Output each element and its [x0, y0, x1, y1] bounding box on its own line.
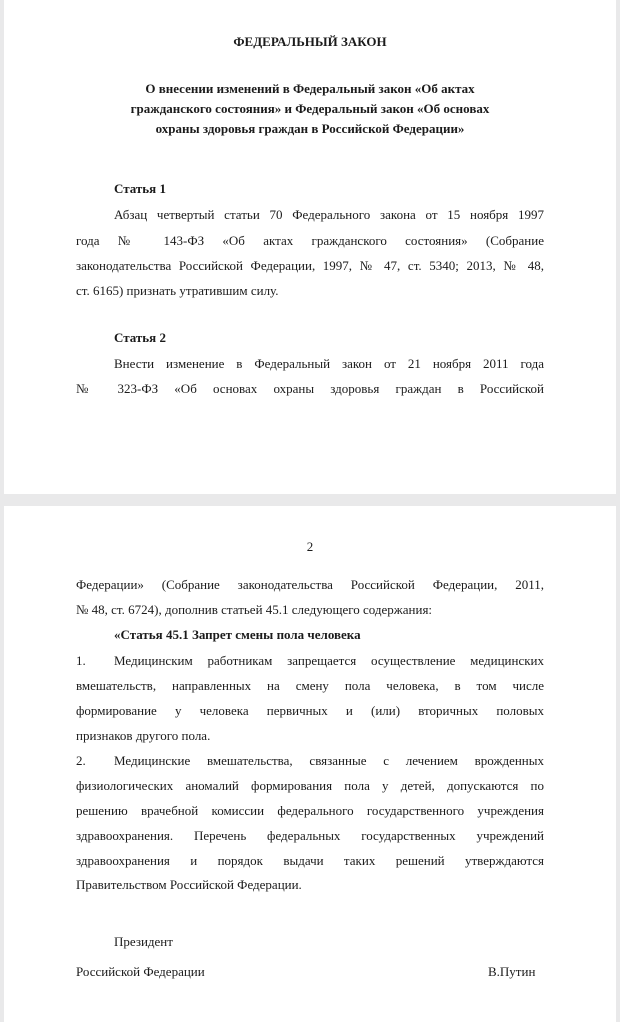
item-1-text-line: Медицинским работникам запрещается осуществление медицинских — [114, 653, 544, 668]
article-2-heading: Статья 2 — [114, 330, 166, 345]
law-title-line: О внесении изменений в Федеральный закон «Об актах — [145, 81, 475, 96]
item-1-first-line — [76, 653, 544, 669]
signature-title-line-1: Президент — [114, 934, 173, 949]
law-title-line: охраны здоровья граждан в Российской Федерации» — [155, 121, 465, 136]
item-2-number: 2. — [76, 753, 86, 768]
item-2-text-line: Правительством Российской Федерации. — [76, 877, 302, 892]
article-2-text-line: № 323-ФЗ «Об основах охраны здоровья граждан в Российской — [76, 381, 544, 396]
continuation-line: Федерации» (Собрание законодательства Российской Федерации, 2011, — [76, 577, 544, 592]
item-2-first-line — [76, 753, 544, 769]
article-1-text-line: ст. 6165) признать утратившим силу. — [76, 283, 279, 298]
item-1-text-line: вмешательств, направленных на смену пола человека, в том числе — [76, 678, 544, 693]
item-2-text-line: Медицинские вмешательства, связанные с лечением врожденных — [114, 753, 544, 768]
law-title-line: гражданского состояния» и Федеральный закон «Об основах — [130, 101, 490, 116]
article-1-text-line: Абзац четвертый статьи 70 Федерального закона от 15 ноября 1997 — [114, 207, 544, 222]
continuation-line: № 48, ст. 6724), дополнив статьей 45.1 следующего содержания: — [76, 602, 433, 617]
signature-title-line-2: Российской Федерации — [76, 964, 205, 979]
page-number: 2 — [306, 539, 314, 554]
law-type-heading: ФЕДЕРАЛЬНЫЙ ЗАКОН — [233, 34, 387, 49]
article-1-text-line: года № 143-ФЗ «Об актах гражданского состояния» (Собрание — [76, 233, 544, 248]
item-1-text-line: формирование у человека первичных и (или) вторичных половых — [76, 703, 544, 718]
article-1-heading: Статья 1 — [114, 181, 166, 196]
item-2-text-line: здравоохранения. Перечень федеральных государственных учреждений — [76, 828, 544, 843]
item-1-text-line: признаков другого пола. — [76, 728, 211, 743]
item-1-number: 1. — [76, 653, 86, 668]
article-2-text-line: Внести изменение в Федеральный закон от 21 ноября 2011 года — [114, 356, 544, 371]
new-article-heading: «Статья 45.1 Запрет смены пола человека — [114, 627, 361, 642]
item-2-text-line: здравоохранения и порядок выдачи таких решений утверждаются — [76, 853, 544, 868]
item-2-text-line: решению врачебной комиссии федерального государственного учреждения — [76, 803, 544, 818]
document-page-2 — [4, 506, 616, 1022]
item-2-text-line: физиологических аномалий формирования пола у детей, допускаются по — [76, 778, 544, 793]
document-page-1 — [4, 0, 616, 494]
article-1-text-line: законодательства Российской Федерации, 1997, № 47, ст. 5340; 2013, № 48, — [76, 258, 544, 273]
signatory-name: В.Путин — [488, 964, 536, 979]
